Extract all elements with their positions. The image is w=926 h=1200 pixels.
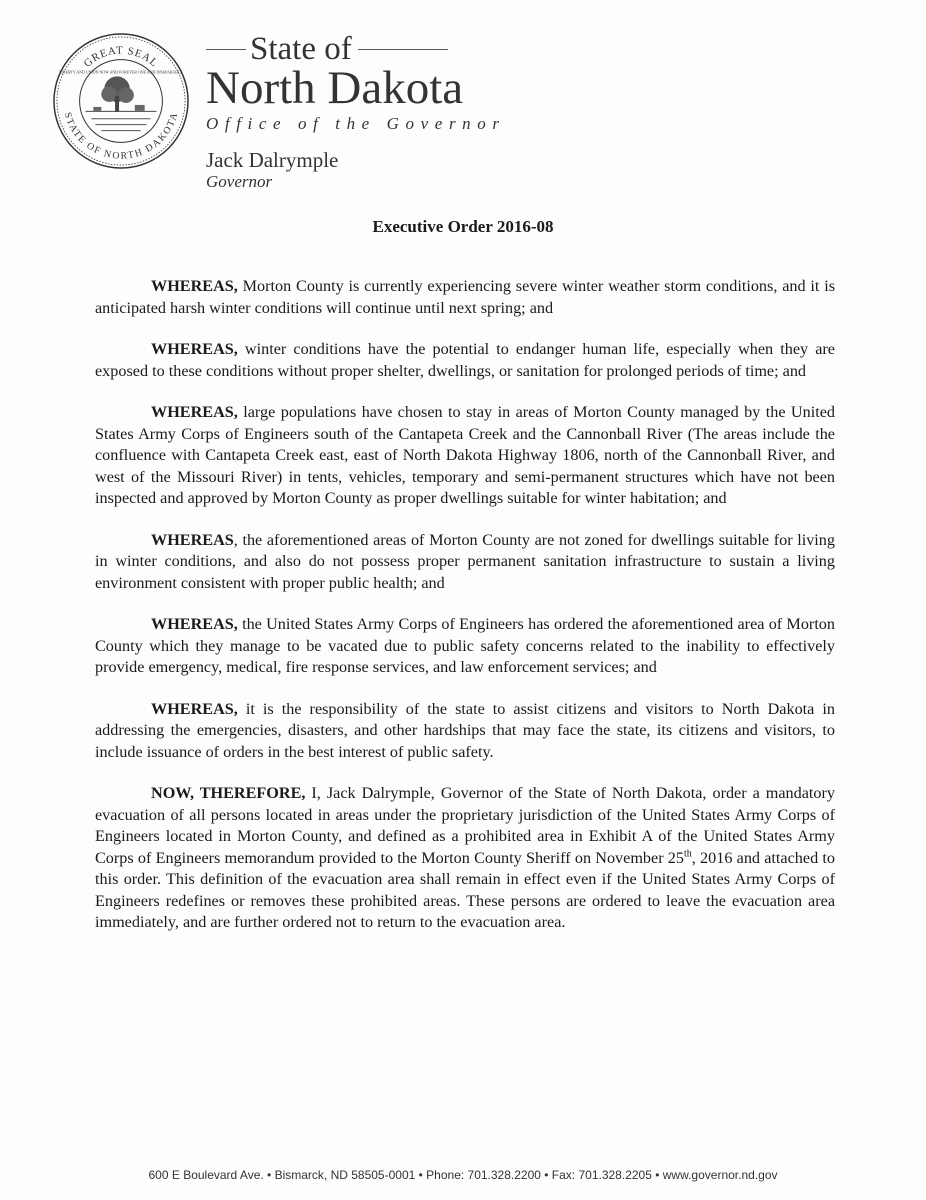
paragraph-text: Morton County is currently experiencing severe winter weather storm conditions, and it is anticipated harsh winter conditions will continue until next spring; and <box>95 277 835 317</box>
letterhead-rule-right <box>358 49 448 50</box>
paragraph-text: , the aforementioned areas of Morton County are not zoned for dwellings suitable for living in winter conditions, and also do not possess proper permanent sanitation infrastructure to sustain a living environment consistent with proper public health; and <box>95 530 835 592</box>
paragraph-lead: WHEREAS, <box>151 340 238 358</box>
state-seal-icon <box>52 32 190 170</box>
whereas-paragraph <box>95 614 835 679</box>
therefore-paragraph <box>95 783 835 934</box>
paragraph-text: winter conditions have the potential to endanger human life, especially when they are exposed to these conditions without proper shelter, dwellings, or sanitation for prolonged periods of time; and <box>95 340 835 380</box>
state-of-row <box>206 32 536 66</box>
svg-text:GREAT SEAL: GREAT SEAL <box>81 44 161 70</box>
order-body <box>95 276 835 954</box>
paragraph-lead: WHEREAS, <box>151 403 238 421</box>
paragraph-text: it is the responsibility of the state to assist citizens and visitors to North Dakota in addressing the emergencies, disasters, and other hardships that may face the state, its citizens and visitors, to include issuance of orders in the best interest of public safety. <box>95 699 835 761</box>
whereas-paragraph <box>95 699 835 764</box>
state-name: North Dakota <box>206 62 464 114</box>
letterhead-rule-left <box>206 49 246 50</box>
order-title: Executive Order 2016-08 <box>372 217 554 236</box>
state-of-label: State of <box>250 31 352 67</box>
paragraph-lead: WHEREAS <box>151 530 234 549</box>
whereas-paragraph <box>95 402 835 510</box>
governor-name: Jack Dalrymple <box>206 148 339 172</box>
paragraph-lead: WHEREAS, <box>151 699 238 718</box>
governor-title: Governor <box>206 172 273 191</box>
paragraph-text: , 2016 and attached to this order. This definition of the evacuation area shall remain in effect even if the United States Army Corps of Engineers redefines or removes these prohibited areas. These persons are ordered to leave the evacuation area immediately, and are further ordered not to return to the evacuation area. <box>95 848 835 931</box>
paragraph-lead: WHEREAS, <box>151 277 238 295</box>
whereas-paragraph <box>95 530 835 595</box>
office-of-governor: Office of the Governor <box>206 114 506 133</box>
paragraph-text: large populations have chosen to stay in areas of Morton County managed by the United States Army Corps of Engineers south of the Cantapeta Creek and the Cannonball River (The areas include the confluence with Cantapeta Creek east, east of North Dakota Highway 1806, north of the Cannonball River, and west of the Missouri River) in tents, vehicles, temporary and semi-permanent structures which have not been inspected and approved by Morton County as proper dwellings suitable for winter habitation; and <box>95 403 835 507</box>
svg-text:STATE OF NORTH DAKOTA: STATE OF NORTH DAKOTA <box>61 111 181 162</box>
paragraph-lead: NOW, THEREFORE, <box>151 784 306 802</box>
svg-text:LIBERTY AND UNION NOW AND FORE: LIBERTY AND UNION NOW AND FOREVER ONE AND INSEPARABLE <box>59 69 183 75</box>
whereas-paragraph <box>95 276 835 319</box>
footer-contact: 600 E Boulevard Ave. • Bismarck, ND 58505-0001 • Phone: 701.328.2200 • Fax: 701.328.2205 • www.governor.nd.gov <box>148 1168 778 1182</box>
ordinal-suffix: th <box>684 848 692 860</box>
whereas-paragraph <box>95 339 835 382</box>
paragraph-text: I, Jack Dalrymple, Governor of the State of North Dakota, order a mandatory evacuation of all persons located in areas under the proprietary jurisdiction of the United States Army Corps of Engineers located in Morton County, and defined as a prohibited area in Exhibit A of the United States Army Corps of Engineers memorandum provided to the Morton County Sheriff on November 25 <box>95 784 836 867</box>
paragraph-text: the United States Army Corps of Engineers has ordered the aforementioned area of Morton County which they manage to be vacated due to public safety concerns related to the inability to effectively provide emergency, medical, fire response services, and law enforcement services; and <box>95 615 835 676</box>
paragraph-lead: WHEREAS, <box>151 615 238 633</box>
letterhead <box>206 32 536 192</box>
